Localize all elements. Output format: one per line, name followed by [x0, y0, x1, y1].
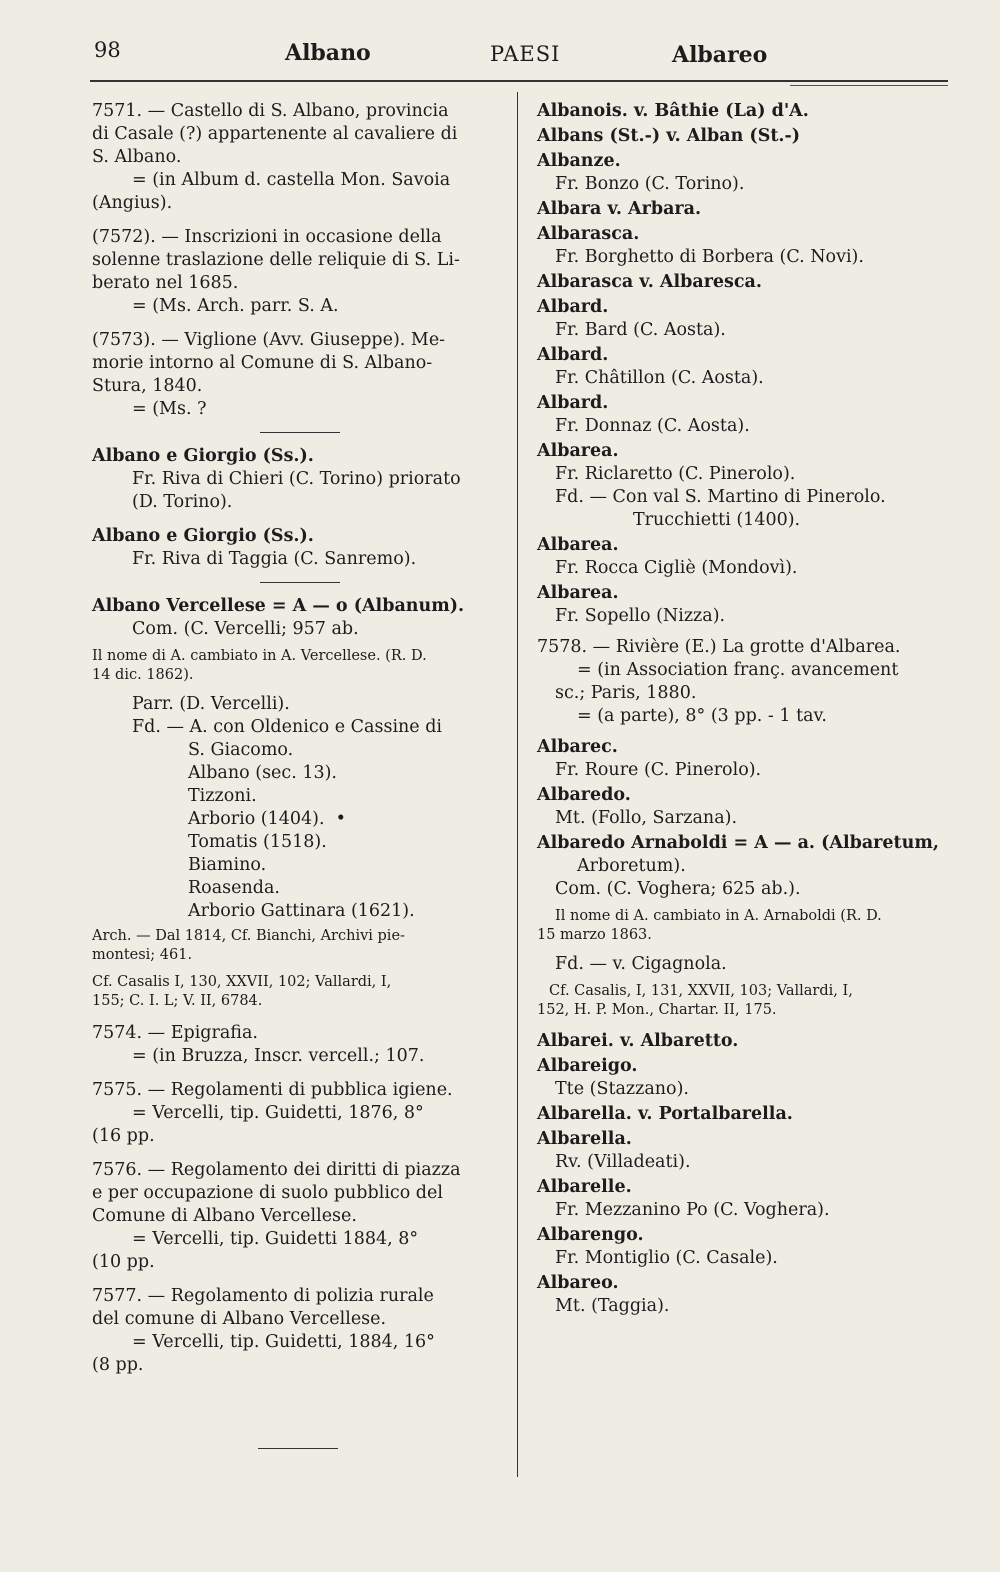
entry-line: 7576. — Regolamento dei diritti di piazza [92, 1160, 461, 1180]
fd-item: Albano (sec. 13). [188, 763, 337, 783]
entry-albarella-2 [537, 1128, 957, 1174]
entry-line: (8 pp. [92, 1355, 144, 1375]
entry-albarea-2 [537, 534, 957, 580]
fd-item: Roasenda. [188, 878, 280, 898]
entry-line: Fr. Bard (C. Aosta). [555, 320, 726, 340]
archive-note: montesi; 461. [92, 947, 193, 963]
entry-albara [537, 198, 957, 221]
entry-heading: Albarei. v. Albaretto. [537, 1031, 739, 1051]
entry-heading: Albarengo. [537, 1225, 644, 1245]
entry-line: (D. Torino). [132, 492, 233, 512]
entry-heading: Albanze. [537, 151, 621, 171]
entry-line: = Vercelli, tip. Guidetti 1884, 8° [132, 1229, 419, 1249]
fd-item: Biamino. [188, 855, 267, 875]
entry-heading: Albard. [537, 297, 609, 317]
entry-heading: Albarea. [537, 441, 619, 461]
entry-albarea-3 [537, 582, 957, 628]
entry-line: Fr. Rocca Cigliè (Mondovì). [555, 558, 798, 578]
entry-line: Fr. Donnaz (C. Aosta). [555, 416, 750, 436]
section-separator [258, 1448, 338, 1449]
entry-line: = (in Album d. castella Mon. Savoia [132, 170, 451, 190]
right-column [537, 100, 957, 1320]
entry-7575 [92, 1079, 510, 1148]
entry-line: Comune di Albano Vercellese. [92, 1206, 357, 1226]
footnote-line: 15 marzo 1863. [537, 927, 652, 943]
entry-albarei [537, 1030, 957, 1053]
entry-7574 [92, 1022, 510, 1068]
entry-line: e per occupazione di suolo pubblico del [92, 1183, 443, 1203]
entry-line: (16 pp. [92, 1126, 155, 1146]
entry-line: = Vercelli, tip. Guidetti, 1884, 16° [132, 1332, 435, 1352]
entry-albanze [537, 150, 957, 196]
entry-line: Tte (Stazzano). [555, 1079, 689, 1099]
entry-7576 [92, 1159, 510, 1274]
entry-line: = (in Bruzza, Inscr. vercell.; 107. [132, 1046, 425, 1066]
reference-note: 152, H. P. Mon., Chartar. II, 175. [537, 1002, 777, 1018]
entry-heading: Albara v. Arbara. [537, 199, 702, 219]
entry-heading: Albarelle. [537, 1177, 632, 1197]
running-head-left: Albano [285, 40, 371, 66]
reference-note: Cf. Casalis I, 130, XXVII, 102; Vallardi, I, [92, 974, 392, 990]
entry-heading: Albarella. [537, 1129, 632, 1149]
entry-albaredo [537, 784, 957, 830]
entry-albareigo [537, 1055, 957, 1101]
entry-line: = Vercelli, tip. Guidetti, 1876, 8° [132, 1103, 424, 1123]
entry-7573 [92, 329, 510, 421]
reference-note: Cf. Casalis, I, 131, XXVII, 103; Vallardi, I, [549, 983, 853, 999]
entry-line: (10 pp. [92, 1252, 155, 1272]
fd-item: Arborio (1404). • [188, 809, 347, 829]
left-column [92, 100, 510, 1388]
entry-line: Fr. Montiglio (C. Casale). [555, 1248, 778, 1268]
entry-line: Fr. Riva di Chieri (C. Torino) priorato [132, 469, 461, 489]
entry-heading: Albanois. v. Bâthie (La) d'A. [537, 101, 809, 121]
entry-line: Fr. Roure (C. Pinerolo). [555, 760, 762, 780]
column-divider [517, 92, 518, 1477]
footnote-line: Il nome di A. cambiato in A. Arnaboldi (R. D. [555, 908, 882, 924]
fd-item: Arborio Gattinara (1621). [188, 901, 415, 921]
section-separator [260, 432, 340, 433]
entry-line: 7577. — Regolamento di polizia rurale [92, 1286, 434, 1306]
entry-albarengo [537, 1224, 957, 1270]
entry-heading: Albard. [537, 345, 609, 365]
entry-line: Fr. Borghetto di Borbera (C. Novi). [555, 247, 864, 267]
entry-albano-giorgio-1 [92, 445, 510, 514]
entry-line: Com. (C. Vercelli; 957 ab. [132, 619, 359, 639]
entry-line: sc.; Paris, 1880. [555, 683, 697, 703]
entry-line: (Angius). [92, 193, 173, 213]
entry-line: Fd. — Con val S. Martino di Pinerolo. [555, 487, 886, 507]
running-head-center: PAESI [490, 42, 561, 66]
entry-heading: Albarasca v. Albaresca. [537, 272, 762, 292]
fd-item: Tizzoni. [188, 786, 257, 806]
entry-line: morie intorno al Comune di S. Albano- [92, 353, 433, 373]
entry-line: del comune di Albano Vercellese. [92, 1309, 387, 1329]
header-rule [90, 80, 948, 82]
entry-heading: Albano e Giorgio (Ss.). [92, 446, 314, 466]
page-number: 98 [94, 38, 121, 62]
entry-line: Com. (C. Voghera; 625 ab.). [555, 879, 801, 899]
entry-line: Fr. Sopello (Nizza). [555, 606, 726, 626]
entry-heading: Albard. [537, 393, 609, 413]
entry-line: di Casale (?) appartenente al cavaliere di [92, 124, 458, 144]
entry-albard-3 [537, 392, 957, 438]
entry-line: Fr. Riva di Taggia (C. Sanremo). [132, 549, 417, 569]
entry-line: = (a parte), 8° (3 pp. - 1 tav. [577, 706, 827, 726]
entry-line: (7572). — Inscrizioni in occasione della [92, 227, 442, 247]
entry-7571 [92, 100, 510, 215]
entry-albarasca-2 [537, 271, 957, 294]
entry-line: Mt. (Taggia). [555, 1296, 670, 1316]
entry-line: Fr. Riclaretto (C. Pinerolo). [555, 464, 796, 484]
entry-albarec [537, 736, 957, 782]
entry-line: 7571. — Castello di S. Albano, provincia [92, 101, 449, 121]
entry-line: = (Ms. ? [132, 399, 207, 419]
entry-line: solenne traslazione delle reliquie di S. Li- [92, 250, 460, 270]
footnote-line: 14 dic. 1862). [92, 667, 194, 683]
entry-line: Rv. (Villadeati). [555, 1152, 691, 1172]
entry-line: Parr. (D. Vercelli). [132, 694, 290, 714]
archive-note: Arch. — Dal 1814, Cf. Bianchi, Archivi pie- [92, 928, 405, 944]
entry-line: = (in Association franç. avancement [577, 660, 899, 680]
entry-line: Arboretum). [577, 856, 686, 876]
entry-heading: Albarella. v. Portalbarella. [537, 1104, 793, 1124]
entry-albaredo-arnaboldi [537, 832, 957, 1020]
entry-line: berato nel 1685. [92, 273, 239, 293]
entry-heading: Albarea. [537, 583, 619, 603]
entry-heading: Albareo. [537, 1273, 619, 1293]
entry-heading: Albano e Giorgio (Ss.). [92, 526, 314, 546]
entry-7572 [92, 226, 510, 318]
running-head-right: Albareo [672, 42, 768, 68]
entry-albano-vercellese [92, 595, 510, 1011]
entry-heading: Albareigo. [537, 1056, 638, 1076]
entry-heading: Albaredo Arnaboldi = A — a. (Albaretum, [537, 833, 939, 853]
section-separator [260, 582, 340, 583]
entry-heading: Albarasca. [537, 224, 640, 244]
entry-albareo [537, 1272, 957, 1318]
entry-albarelle [537, 1176, 957, 1222]
entry-heading: Albano Vercellese = A — o (Albanum). [92, 596, 465, 616]
entry-albard-2 [537, 344, 957, 390]
entry-7577 [92, 1285, 510, 1377]
entry-albarasca-1 [537, 223, 957, 269]
entry-heading: Albaredo. [537, 785, 631, 805]
entry-albano-giorgio-2 [92, 525, 510, 571]
entry-line: = (Ms. Arch. parr. S. A. [132, 296, 339, 316]
entry-line: Fr. Mezzanino Po (C. Voghera). [555, 1200, 830, 1220]
entry-line: Trucchietti (1400). [633, 510, 801, 530]
entry-line: Fd. — A. con Oldenico e Cassine di [132, 717, 443, 737]
entry-albanois [537, 100, 957, 123]
entry-heading: Albarea. [537, 535, 619, 555]
fd-item: S. Giacomo. [188, 740, 294, 760]
reference-note: 155; C. I. L; V. II, 6784. [92, 993, 263, 1009]
entry-line: S. Albano. [92, 147, 182, 167]
entry-heading: Albans (St.-) v. Alban (St.-) [537, 126, 801, 146]
entry-line: 7575. — Regolamenti di pubblica igiene. [92, 1080, 453, 1100]
entry-albarella-1 [537, 1103, 957, 1126]
entry-albard-1 [537, 296, 957, 342]
entry-7578 [537, 636, 957, 728]
fd-item: Tomatis (1518). [188, 832, 327, 852]
entry-line: Stura, 1840. [92, 376, 203, 396]
entry-line: 7574. — Epigrafia. [92, 1023, 258, 1043]
entry-line: Mt. (Follo, Sarzana). [555, 808, 738, 828]
entry-line: 7578. — Rivière (E.) La grotte d'Albarea. [537, 637, 901, 657]
entry-line: Fr. Châtillon (C. Aosta). [555, 368, 764, 388]
entry-line: Fr. Bonzo (C. Torino). [555, 174, 745, 194]
footnote-line: Il nome di A. cambiato in A. Vercellese. (R. D. [92, 648, 427, 664]
entry-albarea-1 [537, 440, 957, 532]
entry-heading: Albarec. [537, 737, 618, 757]
entry-albans [537, 125, 957, 148]
page-header [90, 38, 950, 78]
header-rule-secondary [790, 85, 948, 86]
entry-line: Fd. — v. Cigagnola. [555, 954, 727, 974]
entry-line: (7573). — Viglione (Avv. Giuseppe). Me- [92, 330, 446, 350]
